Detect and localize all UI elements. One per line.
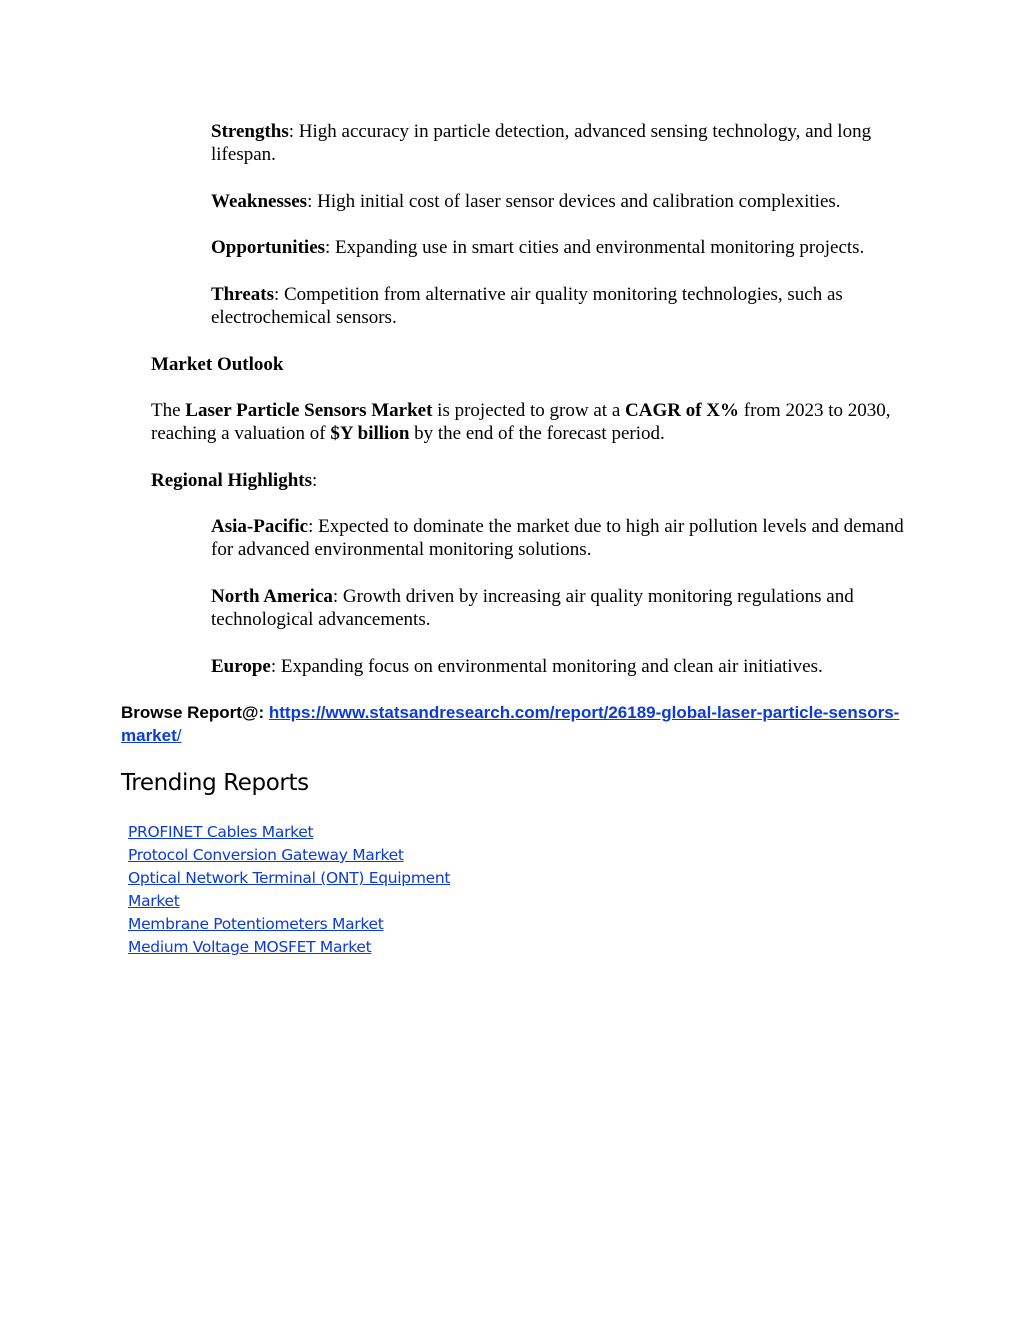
trending-link-mosfet[interactable]: Medium Voltage MOSFET Market <box>128 938 372 956</box>
report-link-text: https://www.statsandresearch.com/report/26189-global-laser-particle-sensors-market <box>121 703 900 745</box>
heading-text: Market Outlook <box>151 354 284 375</box>
swot-text: : High initial cost of laser sensor devices and calibration complexities. <box>307 191 841 212</box>
swot-text: : Expanding use in smart cities and environmental monitoring projects. <box>325 237 865 258</box>
trending-reports-list <box>128 821 468 959</box>
heading-colon: : <box>312 470 318 491</box>
text-run: from 2023 to 2030, reaching a valuation of <box>151 400 891 444</box>
list-item <box>128 821 468 844</box>
trending-link-ont-equipment[interactable]: Optical Network Terminal (ONT) Equipment Market <box>128 869 451 910</box>
swot-weaknesses <box>211 190 911 213</box>
market-name: Laser Particle Sensors Market <box>185 400 433 421</box>
list-item <box>128 913 468 936</box>
region-europe <box>211 655 911 678</box>
browse-label: Browse Report@: <box>121 703 269 722</box>
region-text: : Growth driven by increasing air quality monitoring regulations and technological advancements. <box>211 586 854 630</box>
cagr-value: CAGR of X% <box>625 400 740 421</box>
swot-strengths <box>211 120 911 166</box>
swot-opportunities <box>211 236 911 259</box>
trending-link-membrane-potentiometers[interactable]: Membrane Potentiometers Market <box>128 915 384 933</box>
region-north-america <box>211 585 911 631</box>
region-text: : Expected to dominate the market due to high air pollution levels and demand for advanced environmental monitoring solutions. <box>211 516 904 560</box>
text-run: by the end of the forecast period. <box>409 423 665 444</box>
valuation-value: $Y billion <box>330 423 410 444</box>
region-asia-pacific <box>211 515 911 561</box>
region-term: Asia-Pacific <box>211 516 309 537</box>
list-item <box>128 936 468 959</box>
region-term: North America <box>211 586 333 607</box>
regional-highlights-heading <box>151 469 911 492</box>
swot-term: Weaknesses <box>211 191 308 212</box>
swot-term: Threats <box>211 284 274 305</box>
swot-threats <box>211 283 911 329</box>
trending-link-protocol-gateway[interactable]: Protocol Conversion Gateway Market <box>128 846 404 864</box>
region-text: : Expanding focus on environmental monitoring and clean air initiatives. <box>270 656 823 677</box>
heading-text: Regional Highlights <box>151 470 312 491</box>
swot-text: : Competition from alternative air quality monitoring technologies, such as electrochemical sensors. <box>211 284 843 328</box>
report-link-tail: / <box>176 726 182 745</box>
text-run: The <box>151 400 186 421</box>
browse-report <box>121 701 911 747</box>
region-term: Europe <box>211 656 271 677</box>
swot-term: Strengths <box>211 121 289 142</box>
trending-link-profinet[interactable]: PROFINET Cables Market <box>128 823 314 841</box>
list-item <box>128 844 468 867</box>
market-outlook-heading <box>151 353 911 376</box>
swot-text: : High accuracy in particle detection, advanced sensing technology, and long lifespan. <box>211 121 872 165</box>
trending-reports-heading: Trending Reports <box>121 770 309 796</box>
swot-term: Opportunities <box>211 237 326 258</box>
market-outlook-paragraph <box>151 399 911 445</box>
list-item <box>128 867 468 913</box>
text-run: is projected to grow at a <box>432 400 626 421</box>
